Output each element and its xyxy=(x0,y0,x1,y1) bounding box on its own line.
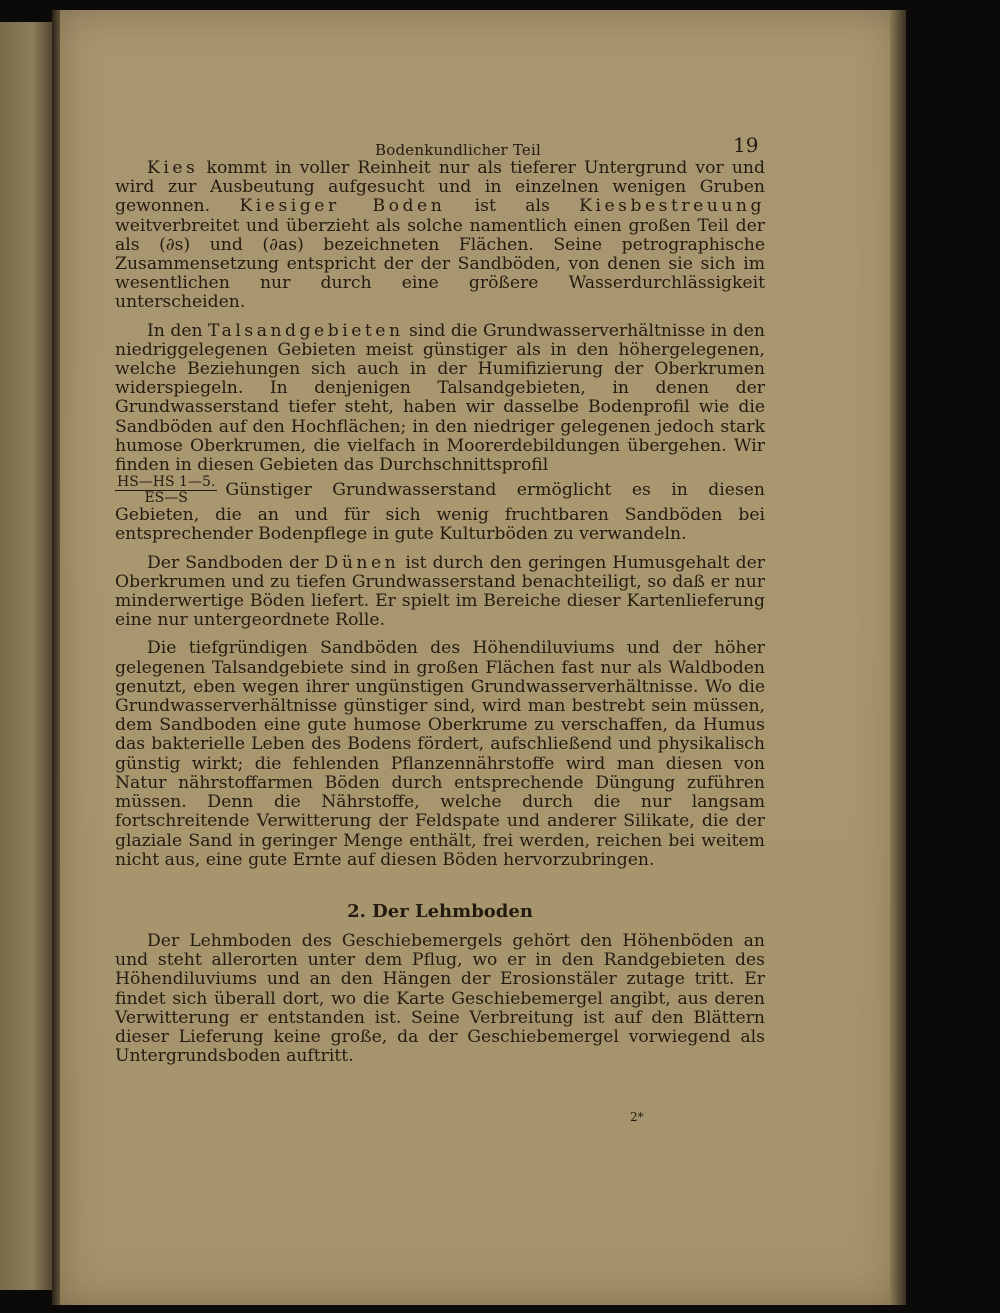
paragraph-text: Der Sandboden der xyxy=(147,552,325,573)
formula-denominator: ES—S xyxy=(144,490,188,507)
section-heading: 2. Der Lehmboden xyxy=(347,900,533,922)
paragraph-text: sind die Grundwasserverhältnisse in den niedriggelegenen Gebieten meist günstiger als in den höhergelegenen, welche Beziehungen sich auch in der Humifizierung der Oberkrumen widerspiegeln. In denjenigen Talsandgebieten, in denen der Grundwasserstand tiefer steht, haben wir dasselbe Bodenprofil wie die Sandböden auf den Hochflächen; in den niedriger gelegenen jedoch stark humose Oberkrumen, die vielfach in Moorerdebildungen übergehen. Wir finden in diesen Gebieten das Durchschnittsprofil xyxy=(115,320,766,476)
paragraph-kies xyxy=(115,159,765,313)
term-duenen: Dünen xyxy=(324,552,400,573)
paragraph-sandboeden: Die tiefgründigen Sandböden des Höhendiluviums und der höher gelegenen Talsandgebiete sind in großen Flächen fast nur als Waldboden genutzt, eben wegen ihrer ungünstigen Grundwasserverhältnisse. Wo die Grundwasserverhältnisse günstiger sind, wird man bestrebt sein müssen, dem Sandboden eine gute humose Oberkrume zu verschaffen, da Humus das bakterielle Leben des Bodens fördert, aufschließend und physikalisch günstig wirkt; die fehlenden Pflanzennährstoffe wird man diesen von Natur nährstoffarmen Böden durch entsprechende Düngung zuführen müssen. Denn die Nährstoffe, welche durch die nur langsam fortschreitende Verwitterung der Feldspate und anderer Silikate, die der glaziale Sand in geringer Menge enthält, frei werden, reichen bei weitem nicht aus, eine gute Ernte auf diesen Böden hervorzubringen. xyxy=(115,638,765,870)
term-kies: Kies xyxy=(147,158,199,178)
paragraph-text: In den xyxy=(147,320,209,341)
page-content xyxy=(115,125,765,1066)
term-kiesbestreuung: Kiesbestreuung xyxy=(579,196,765,217)
running-title: Bodenkundlicher Teil xyxy=(375,141,541,159)
paragraph-text: kommt in voller Reinheit nur als tieferer Untergrund vor und wird zur Ausbeutung aufgesucht und in einzelnen wenigen Gruben gewonnen. xyxy=(115,158,765,217)
running-head xyxy=(115,125,765,159)
paragraph-text: weitverbreitet und überzieht als solche namentlich einen großen Teil der als (∂s) und (∂as) bezeichneten Flächen. Seine petrographische Zusammensetzung entspricht der der Sandböden, von denen sie sich im wesentlichen nur durch eine größere Wasserdurchlässigkeit unterscheiden. xyxy=(115,215,765,313)
paragraph-text: ist durch den geringen Humusgehalt der Oberkrumen und zu tiefen Grundwasserstand benachteiligt, so daß er nur minderwertige Böden liefert. Er spielt im Bereiche dieser Kartenlieferung eine nur untergeordnete Rolle. xyxy=(115,552,765,631)
page-edge-shadow xyxy=(890,10,906,1305)
page-number: 19 xyxy=(733,133,759,157)
profile-formula xyxy=(115,475,217,506)
paragraph-talsand xyxy=(115,322,765,545)
term-kiesiger-boden: Kiesiger Boden xyxy=(239,196,446,217)
formula-numerator: HS—HS 1—5. xyxy=(117,474,216,491)
paragraph-lehmboden: Der Lehmboden des Geschiebemergels gehört den Höhenböden an und steht allerorten unter dem Pflug, wo er in den Randgebieten des Höhendiluviums und an den Hängen der Erosionstäler zutage tritt. Er findet sich überall dort, wo die Karte Geschiebemergel angibt, aus deren Verwitterung er entstanden ist. Seine Verbreitung ist auf den Blättern dieser Lieferung keine große, da der Geschiebemergel vorwiegend als Untergrundsboden auftritt. xyxy=(115,930,765,1067)
paragraph-duenen xyxy=(115,554,765,631)
paragraph-text: ist als xyxy=(445,196,580,217)
facing-page-edge xyxy=(0,22,55,1290)
signature-mark: 2* xyxy=(630,1110,644,1124)
paragraph-text: Günstiger Grundwasserstand ermöglicht es in diesen Gebieten, die an und für sich wenig fruchtbaren Sandböden bei entsprechender Bodenpflege in gute Kulturböden zu verwandeln. xyxy=(115,480,765,545)
term-talsandgebieten: Talsandgebieten xyxy=(208,320,404,341)
